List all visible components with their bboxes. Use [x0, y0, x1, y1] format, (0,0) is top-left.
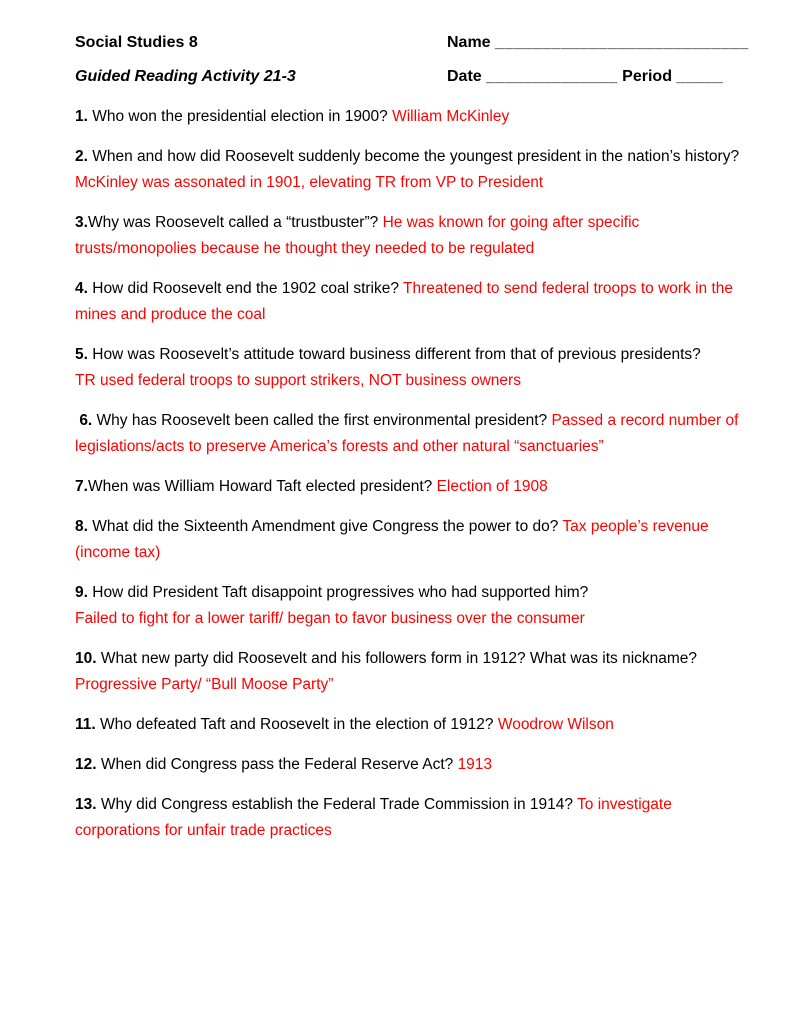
question-item-6: [75, 408, 753, 460]
question-text: When and how did Roosevelt suddenly become the youngest president in the nation’s history?: [87, 148, 744, 165]
question-number: 2.: [75, 148, 88, 165]
date-period-row: [447, 60, 753, 94]
question-number: 3.: [75, 214, 88, 231]
course-title: Social Studies 8: [75, 34, 198, 51]
question-item-7: [75, 474, 753, 500]
question-number: 6.: [75, 412, 93, 429]
question-number: 11.: [75, 716, 96, 733]
answer-text: To investigate corporations for unfair trade practices: [75, 796, 677, 839]
question-number: 10.: [75, 650, 97, 667]
answer-text: Tax people’s revenue (income tax): [75, 518, 713, 561]
question-text: Why was Roosevelt called a “trustbuster”?: [87, 214, 383, 231]
answer-text: Failed to fight for a lower tariff/ began to favor business over the consumer: [75, 610, 585, 627]
date-blank-line: ______________: [486, 68, 618, 85]
period-label: Period: [622, 68, 672, 85]
question-item-11: [75, 712, 753, 738]
question-number: 7.: [75, 478, 88, 495]
question-text: Why did Congress establish the Federal Trade Commission in 1914?: [96, 796, 578, 813]
question-text: What new party did Roosevelt and his followers form in 1912? What was its nickname?: [96, 650, 702, 667]
answer-text: McKinley was assonated in 1901, elevating TR from VP to President: [75, 174, 544, 191]
question-text: How did Roosevelt end the 1902 coal strike?: [87, 280, 404, 297]
question-number: 5.: [75, 346, 88, 363]
question-item-3: [75, 210, 753, 262]
question-text: Who won the presidential election in 1900?: [87, 108, 393, 125]
question-item-9: [75, 580, 753, 632]
answer-text: Election of 1908: [436, 478, 548, 495]
question-item-13: [75, 792, 753, 844]
question-number: 4.: [75, 280, 88, 297]
question-text: How was Roosevelt’s attitude toward business different from that of previous presidents?: [87, 346, 701, 363]
answer-text: TR used federal troops to support strikers, NOT business owners: [75, 372, 521, 389]
header-left: [75, 26, 447, 94]
period-blank-line: _____: [676, 68, 724, 85]
question-number: 13.: [75, 796, 97, 813]
question-number: 9.: [75, 584, 88, 601]
question-number: 8.: [75, 518, 88, 535]
header-right: [447, 26, 753, 94]
name-blank-line: ___________________________: [495, 34, 749, 51]
name-row: [447, 26, 753, 60]
answer-text: William McKinley: [392, 108, 510, 125]
answer-text: He was known for going after specific trusts/monopolies because he thought they needed to be regulated: [75, 214, 644, 257]
question-text: When was William Howard Taft elected president?: [87, 478, 437, 495]
question-item-5: [75, 342, 753, 394]
question-item-2: [75, 144, 753, 196]
answer-text: Progressive Party/ “Bull Moose Party”: [75, 676, 334, 693]
question-item-1: [75, 104, 753, 130]
question-item-4: [75, 276, 753, 328]
activity-title: Guided Reading Activity 21-3: [75, 68, 296, 85]
question-text: When did Congress pass the Federal Reserve Act?: [96, 756, 458, 773]
answer-text: Woodrow Wilson: [497, 716, 614, 733]
question-text: Who defeated Taft and Roosevelt in the election of 1912?: [95, 716, 498, 733]
answer-text: Threatened to send federal troops to work in the mines and produce the coal: [75, 280, 738, 323]
question-text: What did the Sixteenth Amendment give Congress the power to do?: [87, 518, 563, 535]
question-item-12: [75, 752, 753, 778]
worksheet-header: [75, 26, 753, 94]
question-number: 12.: [75, 756, 97, 773]
name-label: Name: [447, 34, 491, 51]
question-text: How did President Taft disappoint progressives who had supported him?: [87, 584, 589, 601]
question-item-10: [75, 646, 753, 698]
answer-text: 1913: [457, 756, 493, 773]
question-text: Why has Roosevelt been called the first environmental president?: [92, 412, 552, 429]
answer-text: Passed a record number of legislations/acts to preserve America’s forests and other natural “sanctuaries”: [75, 412, 743, 455]
question-item-8: [75, 514, 753, 566]
date-label: Date: [447, 68, 482, 85]
question-number: 1.: [75, 108, 88, 125]
